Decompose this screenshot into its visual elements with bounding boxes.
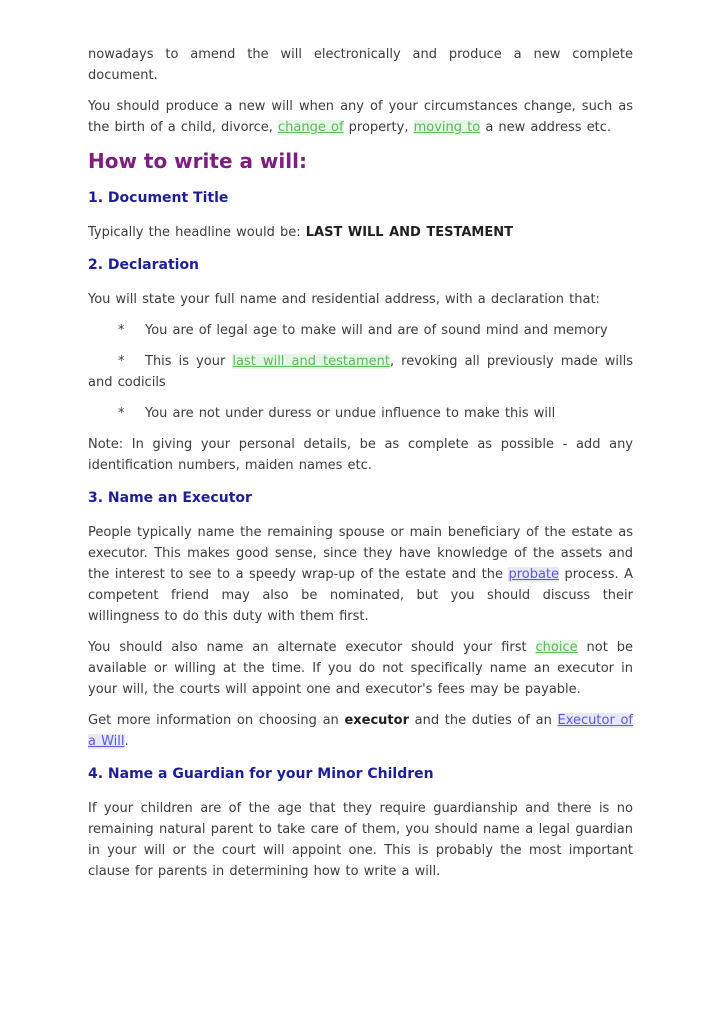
bullet-marker: * xyxy=(118,406,125,421)
para-amend-electronically xyxy=(88,44,633,86)
text-run: People typically name the remaining spouse or main beneficiary of the estate as executor. This makes good sense, since they have knowledge of the assets and the interest to see to a speedy wrap-up of the estate and the xyxy=(88,525,633,582)
text-run: a new address etc. xyxy=(480,120,612,135)
text-run: and the duties of an xyxy=(409,713,558,728)
text-run: You should also name an alternate executor should your first xyxy=(88,640,536,655)
link-moving-to[interactable]: moving to xyxy=(413,120,481,135)
text-run: 1. Document Title xyxy=(88,190,229,206)
document-content xyxy=(88,44,633,882)
text-run: You are not under duress or undue influence to make this will xyxy=(145,406,556,421)
text-run: Note: In giving your personal details, be as complete as possible - add any identification numbers, maiden names etc. xyxy=(88,437,633,473)
para-executor-spouse xyxy=(88,522,633,627)
link-change-of[interactable]: change of xyxy=(278,120,344,135)
text-run: Typically the headline would be: xyxy=(88,225,306,240)
link-choice[interactable]: choice xyxy=(535,640,578,655)
heading-how-to-write-a-will xyxy=(88,148,633,174)
text-run: . xyxy=(124,734,129,749)
text-run: , revoking all previously made wills and codicils xyxy=(88,354,634,390)
text-run: This is your xyxy=(145,354,233,369)
text-run: not be available or willing at the time. If you do not specifically name an executor in your will, the courts will appoint one and executor's fees may be payable. xyxy=(88,640,633,697)
text-run: How to write a will: xyxy=(88,149,307,173)
text-run: 2. Declaration xyxy=(88,257,200,273)
heading-4-name-a-guardian xyxy=(88,764,633,785)
text-run: If your children are of the age that they require guardianship and there is no remaining natural parent to take care of them, you should name a legal guardian in your will or the court will appoint one. This is probably the most important clause for parents in determining how to write a will. xyxy=(88,801,633,879)
text-run: property, xyxy=(343,120,414,135)
bullet-duress xyxy=(88,403,633,424)
link-probate[interactable]: probate xyxy=(508,567,560,582)
text-run: You are of legal age to make will and are of sound mind and memory xyxy=(145,323,608,338)
bold-text: LAST WILL AND TESTAMENT xyxy=(305,225,513,240)
bullet-last-will-and-testament xyxy=(88,351,633,393)
para-note-personal-details xyxy=(88,434,633,476)
heading-1-document-title xyxy=(88,188,633,209)
text-run: You will state your full name and residential address, with a declaration that: xyxy=(88,292,600,307)
para-headline xyxy=(88,222,633,243)
text-run: 3. Name an Executor xyxy=(88,490,252,506)
bold-text: executor xyxy=(344,713,409,728)
link-last-will-and-testament[interactable]: last will and testament xyxy=(232,354,390,369)
heading-3-name-an-executor xyxy=(88,488,633,509)
link-executor-of-a-will[interactable]: Executor of a Will xyxy=(88,713,634,749)
para-alternate-executor xyxy=(88,637,633,700)
para-state-full-name xyxy=(88,289,633,310)
para-more-information-executor xyxy=(88,710,633,752)
heading-2-declaration xyxy=(88,255,633,276)
para-produce-new-will xyxy=(88,96,633,138)
text-run: nowadays to amend the will electronically and produce a new complete document. xyxy=(88,47,633,83)
text-run: Get more information on choosing an xyxy=(88,713,345,728)
text-run: You should produce a new will when any of your circumstances change, such as the birth of a child, divorce, xyxy=(88,99,633,135)
para-guardian xyxy=(88,798,633,882)
bullet-legal-age xyxy=(88,320,633,341)
bullet-marker: * xyxy=(118,323,125,338)
bullet-marker: * xyxy=(118,354,125,369)
text-run: process. A competent friend may also be nominated, but you should discuss their willingness to do this duty with them first. xyxy=(88,567,633,624)
text-run: 4. Name a Guardian for your Minor Children xyxy=(88,766,434,782)
